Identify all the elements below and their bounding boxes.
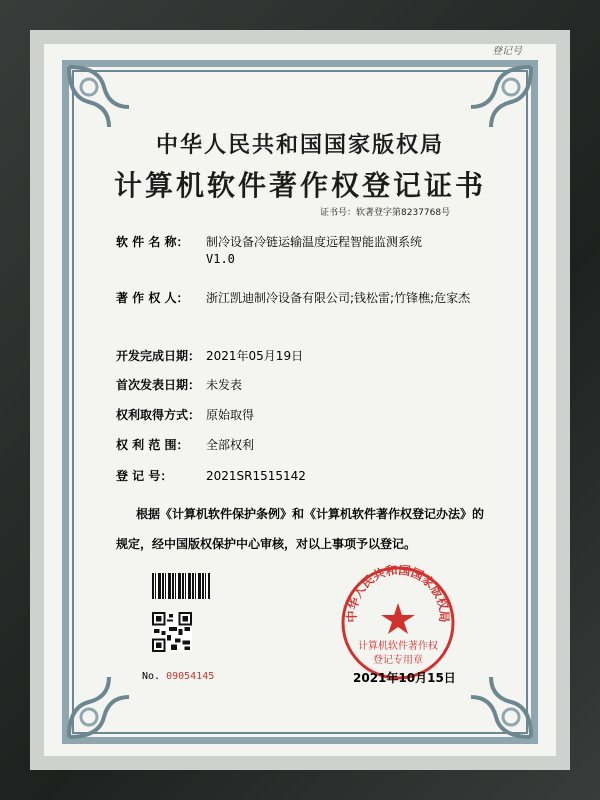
field-label: 开发完成日期： [116,349,201,363]
field-label: 登 记 号： [116,469,173,483]
issuing-authority: 中华人民共和国国家版权局 [155,133,444,158]
field-value: 全部权利 [206,438,255,452]
corner-ornament-bottom-right [466,672,536,742]
field-value: 2021年05月19日 [206,349,304,363]
serial-value: 09054145 [166,671,215,682]
field-copyright-owner [116,289,470,306]
field-software-name [116,233,422,250]
field-registration-number [116,467,306,484]
serial-prefix: No. [142,671,161,682]
field-dev-completion-date [116,347,303,364]
corner-note: 登记号 [492,46,522,57]
field-label: 著 作 权 人： [116,291,189,305]
barcode [152,573,210,599]
seal-inner-line-1: 计算机软件著作权 [358,641,438,652]
certificate-number-value: 软著登字第8237768号 [356,208,451,218]
corner-ornament-top-right [466,62,536,132]
certificate-title: 计算机软件著作权登记证书 [113,169,486,202]
seal-outer-text: 中华人民共和国国家版权局 [344,565,452,623]
field-label: 软 件 名 称： [116,235,189,249]
official-seal [340,565,456,681]
field-value: 原始取得 [206,408,255,422]
field-label: 权利取得方式： [116,408,201,422]
certificate-number-label: 证书号： [320,208,357,218]
seal-star-icon [381,603,415,634]
field-value: 浙江凯迪制冷设备有限公司;钱松雷;竹锋樵;危家杰 [206,291,471,305]
corner-ornament-bottom-left [64,672,134,742]
serial-number [142,671,214,682]
corner-ornament-top-left [64,62,134,132]
certificate-number [320,205,450,218]
field-first-publish-date [116,376,242,393]
software-version: V1.0 [206,252,235,266]
certificate-border [62,60,538,744]
field-label: 首次发表日期： [116,378,201,392]
field-acquisition-method [116,406,254,423]
qr-code [152,612,192,652]
field-value: 制冷设备冷链运输温度远程智能监测系统 [206,235,423,249]
seal-inner-line-2: 登记专用章 [373,655,423,666]
statement-line-2: 规定，经中国版权保护中心审核，对以上事项予以登记。 [116,537,417,551]
field-rights-scope [116,436,254,453]
field-label: 权 利 范 围： [116,438,189,452]
issue-date: 2021年10月15日 [353,671,456,685]
field-value: 未发表 [206,378,243,392]
statement-line-1: 根据《计算机软件保护条例》和《计算机软件著作权登记办法》的 [136,507,485,521]
field-value: 2021SR1515142 [206,469,306,483]
